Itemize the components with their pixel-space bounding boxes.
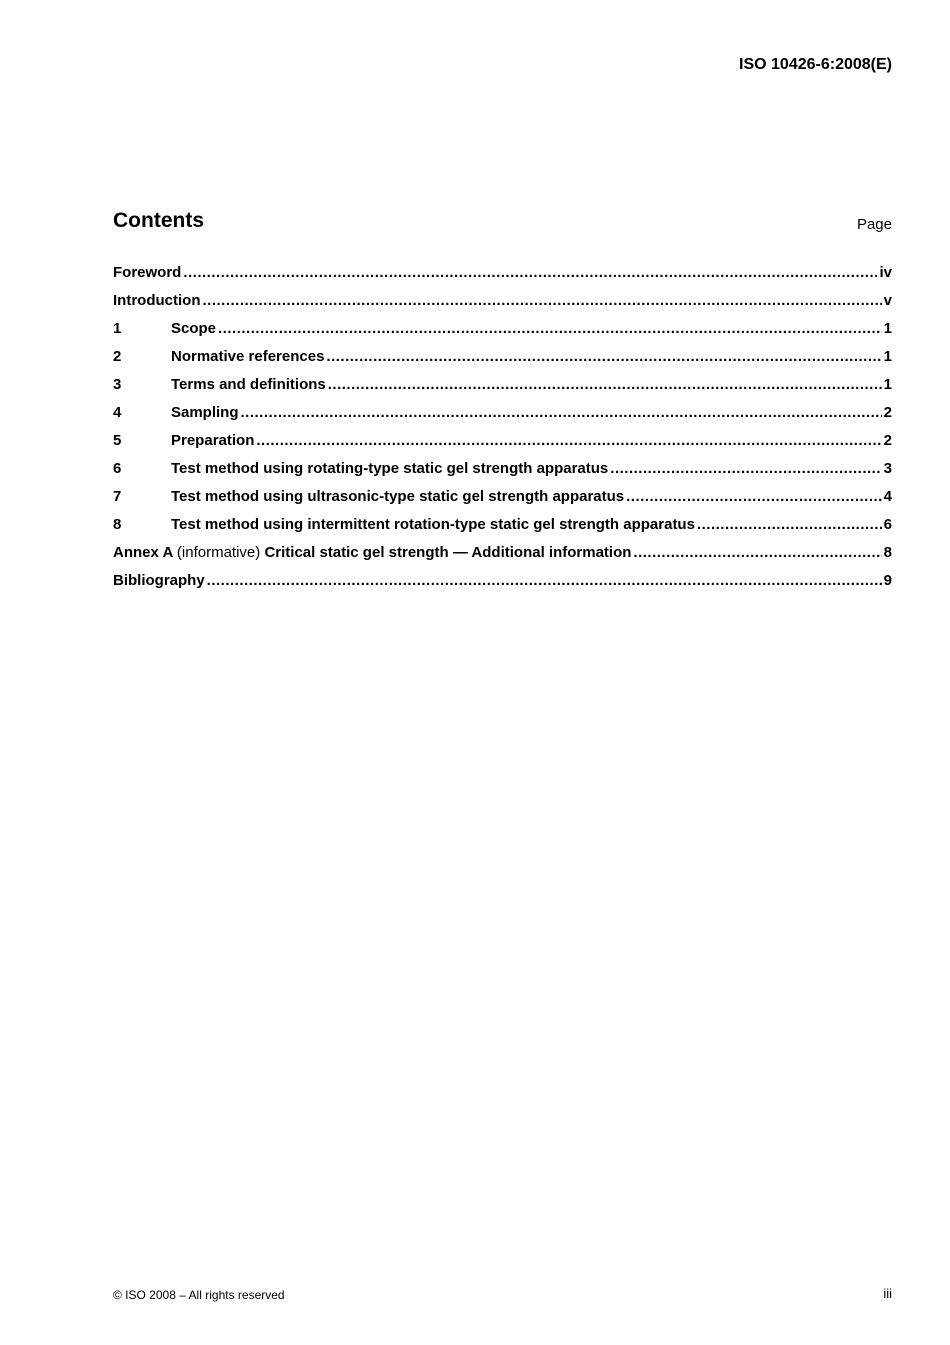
toc-entry-scope[interactable] — [113, 320, 892, 348]
toc-entry-preparation[interactable] — [113, 432, 892, 460]
toc-entry-page: 9 — [883, 572, 892, 589]
toc-entry-page: 1 — [883, 348, 892, 365]
toc-entry-page: 1 — [883, 376, 892, 393]
toc-entry-page: 8 — [883, 544, 892, 561]
toc-leader-dots — [207, 572, 882, 589]
toc-entry-title: Normative references — [171, 348, 325, 365]
table-of-contents — [113, 264, 892, 600]
toc-entry-intermittent-rotation-method[interactable] — [113, 516, 892, 544]
toc-entry-number: 3 — [113, 376, 122, 393]
toc-leader-dots — [328, 376, 882, 393]
toc-entry-number: 6 — [113, 460, 122, 477]
toc-entry-foreword[interactable] — [113, 264, 892, 292]
toc-leader-dots — [610, 460, 881, 477]
toc-entry-page: 2 — [883, 404, 892, 421]
toc-leader-dots — [202, 292, 881, 309]
toc-entry-title: Test method using rotating-type static gel strength apparatus — [171, 460, 609, 477]
toc-entry-title: Preparation — [171, 432, 255, 449]
toc-entry-page: iv — [879, 264, 892, 281]
toc-entry-introduction[interactable] — [113, 292, 892, 320]
toc-leader-dots — [183, 264, 877, 281]
toc-entry-title: Scope — [171, 320, 217, 337]
toc-entry-number: 7 — [113, 488, 122, 505]
toc-entry-title: Test method using ultrasonic-type static gel strength apparatus — [171, 488, 625, 505]
toc-entry-title: Introduction — [113, 292, 201, 309]
page-column-label: Page — [856, 216, 892, 233]
toc-entry-number: 1 — [113, 320, 122, 337]
toc-entry-annex-a[interactable] — [113, 544, 892, 572]
document-id: ISO 10426-6:2008(E) — [739, 56, 892, 73]
toc-entry-ultrasonic-type-method[interactable] — [113, 488, 892, 516]
toc-entry-page: 4 — [883, 488, 892, 505]
toc-entry-title — [113, 544, 631, 561]
toc-leader-dots — [626, 488, 882, 505]
toc-entry-sampling[interactable] — [113, 404, 892, 432]
toc-entry-bibliography[interactable] — [113, 572, 892, 600]
toc-entry-title: Bibliography — [113, 572, 205, 589]
toc-entry-title: Foreword — [113, 264, 182, 281]
toc-entry-title: Sampling — [171, 404, 239, 421]
toc-entry-number: 4 — [113, 404, 122, 421]
contents-heading: Contents — [113, 209, 204, 232]
toc-entry-title: Test method using intermittent rotation-type static gel strength apparatus — [171, 516, 695, 533]
toc-entry-page: 2 — [883, 432, 892, 449]
toc-entry-page: v — [883, 292, 892, 309]
toc-entry-normative-references[interactable] — [113, 348, 892, 376]
annex-note: (informative) — [176, 544, 261, 561]
toc-entry-page: 1 — [883, 320, 892, 337]
toc-leader-dots — [326, 348, 881, 365]
toc-leader-dots — [241, 404, 882, 421]
annex-title: Critical static gel strength — Additional information — [264, 544, 632, 561]
toc-entry-rotating-type-method[interactable] — [113, 460, 892, 488]
toc-entry-page: 6 — [883, 516, 892, 533]
toc-leader-dots — [256, 432, 881, 449]
toc-leader-dots — [633, 544, 881, 561]
toc-entry-number: 5 — [113, 432, 122, 449]
footer-page-number: iii — [883, 1286, 892, 1301]
toc-leader-dots — [697, 516, 882, 533]
toc-leader-dots — [218, 320, 882, 337]
toc-entry-page: 3 — [883, 460, 892, 477]
toc-entry-title: Terms and definitions — [171, 376, 326, 393]
annex-label: Annex A — [113, 544, 173, 561]
toc-entry-number: 2 — [113, 348, 122, 365]
toc-entry-number: 8 — [113, 516, 122, 533]
footer-copyright: © ISO 2008 – All rights reserved — [113, 1288, 285, 1302]
toc-entry-terms-definitions[interactable] — [113, 376, 892, 404]
